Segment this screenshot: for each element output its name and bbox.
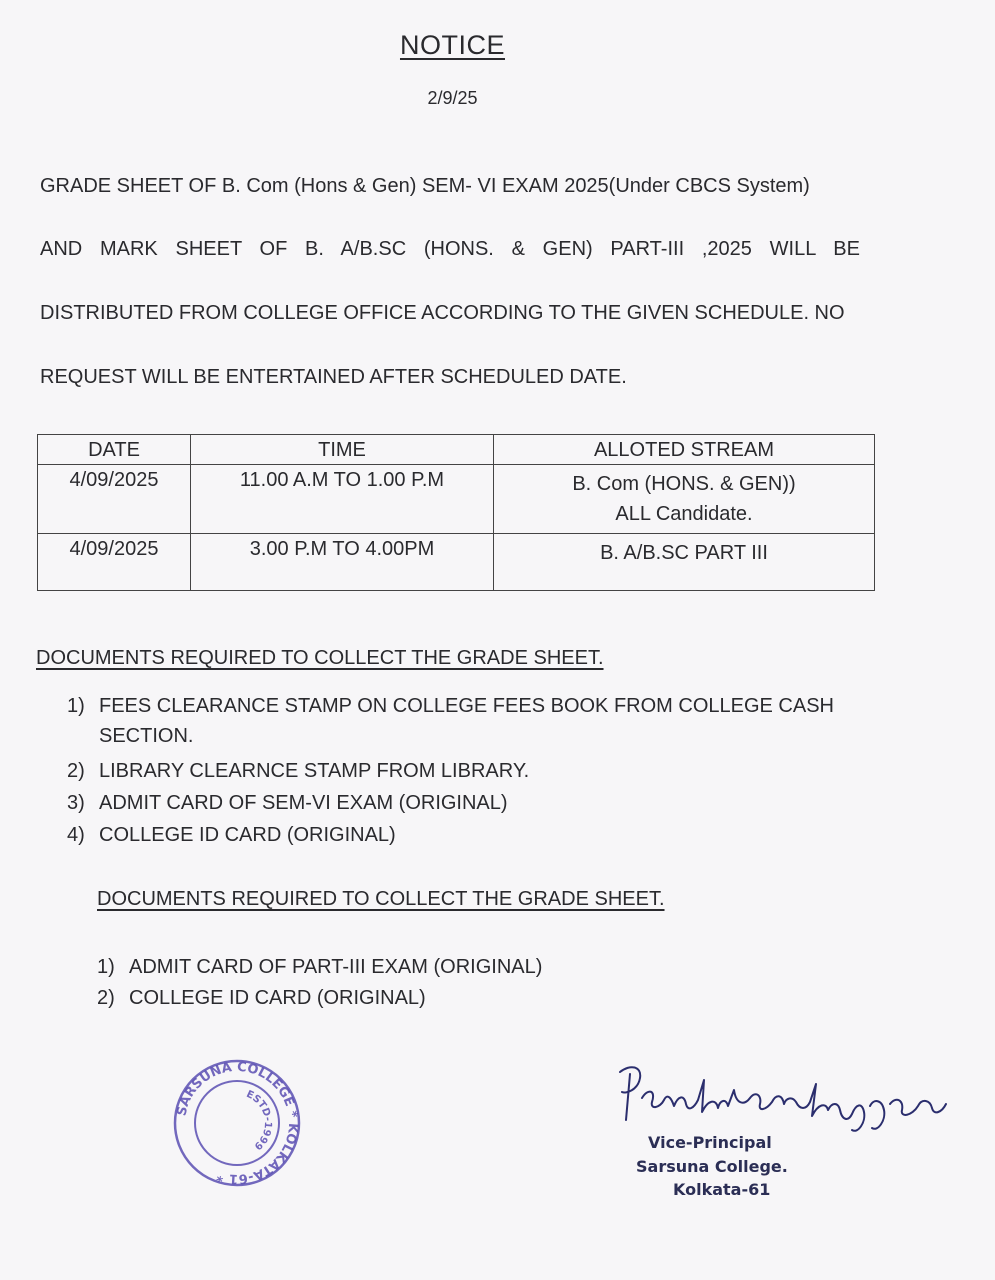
row-stream-line: B. A/B.SC PART III: [600, 542, 768, 564]
list-item: [67, 792, 508, 815]
row-date: 4/09/2025: [38, 465, 191, 534]
college-seal-stamp: [172, 1058, 302, 1188]
signature-city: Kolkata-61: [673, 1180, 771, 1199]
list-number: 2): [67, 760, 85, 782]
list-number: 1): [97, 956, 115, 978]
list-number: 3): [67, 792, 85, 814]
list-item: [67, 824, 396, 847]
table-row: [38, 465, 875, 534]
row-stream: [494, 534, 875, 591]
documents-heading-bcom: DOCUMENTS REQUIRED TO COLLECT THE GRADE SHEET.: [36, 647, 604, 669]
row-date: 4/09/2025: [38, 534, 191, 591]
list-text: COLLEGE ID CARD (ORIGINAL): [129, 987, 426, 1009]
svg-text:ESTD-1999: [244, 1089, 273, 1152]
row-time: 11.00 A.M TO 1.00 P.M: [191, 465, 494, 534]
documents-heading-ba: DOCUMENTS REQUIRED TO COLLECT THE GRADE SHEET.: [97, 888, 665, 910]
list-number: 4): [67, 824, 85, 846]
list-item: [97, 987, 426, 1010]
schedule-table: [37, 434, 875, 591]
table-row: [38, 534, 875, 591]
list-item-continuation: SECTION.: [99, 725, 194, 747]
list-text: LIBRARY CLEARNCE STAMP FROM LIBRARY.: [99, 760, 530, 782]
paragraph-line-1: GRADE SHEET OF B. Com (Hons & Gen) SEM- VI EXAM 2025(Under CBCS System): [40, 175, 810, 197]
header-time: TIME: [191, 435, 494, 465]
list-text: ADMIT CARD OF SEM-VI EXAM (ORIGINAL): [99, 792, 508, 814]
row-stream-line: ALL Candidate.: [615, 503, 753, 525]
paragraph-line-2: AND MARK SHEET OF B. A/B.SC (HONS. & GEN) PART-III ,2025 WILL BE: [40, 238, 860, 260]
row-stream: [494, 465, 875, 534]
list-item: [67, 760, 529, 783]
handwritten-signature: [612, 1060, 952, 1140]
seal-inner-text: ESTD-1999: [244, 1088, 274, 1152]
list-text: FEES CLEARANCE STAMP ON COLLEGE FEES BOOK FROM COLLEGE CASH: [99, 695, 834, 717]
seal-outer-text: SARSUNA COLLEGE * KOLKATA-61 *: [174, 1059, 301, 1187]
list-number: 1): [67, 695, 85, 717]
paragraph-line-3: DISTRIBUTED FROM COLLEGE OFFICE ACCORDING TO THE GIVEN SCHEDULE. NO: [40, 302, 845, 324]
list-item: [97, 956, 542, 979]
signature-institution: Sarsuna College.: [636, 1157, 788, 1176]
notice-title: NOTICE: [399, 30, 505, 60]
list-number: 2): [97, 987, 115, 1009]
row-time: 3.00 P.M TO 4.00PM: [191, 534, 494, 591]
row-stream-line: B. Com (HONS. & GEN)): [572, 473, 796, 495]
schedule-header-row: [38, 435, 875, 465]
header-stream: ALLOTED STREAM: [494, 435, 875, 465]
list-text: ADMIT CARD OF PART-III EXAM (ORIGINAL): [129, 956, 543, 978]
list-text: COLLEGE ID CARD (ORIGINAL): [99, 824, 396, 846]
signature-designation: Vice-Principal: [648, 1133, 772, 1152]
paragraph-line-4: REQUEST WILL BE ENTERTAINED AFTER SCHEDULED DATE.: [40, 366, 627, 388]
notice-date: 2/9/25: [427, 88, 478, 108]
list-item: [67, 695, 834, 718]
header-date: DATE: [38, 435, 191, 465]
